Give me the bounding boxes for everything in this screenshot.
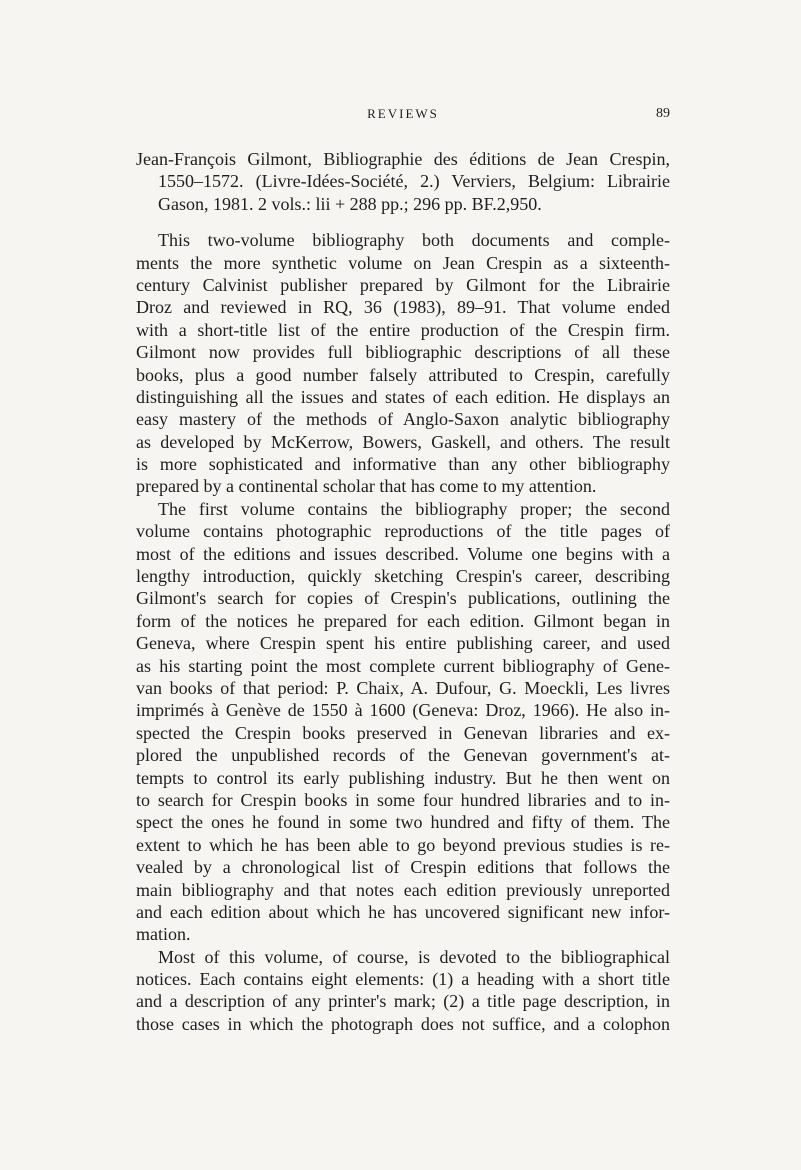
text-line: imprimés à Genève de 1550 à 1600 (Geneva: Droz, 1966). He also in- bbox=[136, 700, 670, 721]
running-head: REVIEWS bbox=[367, 106, 439, 121]
text-line: as developed by McKerrow, Bowers, Gaskell, and others. The result bbox=[136, 431, 670, 452]
text-line: easy mastery of the methods of Anglo-Saxon analytic bibliography bbox=[136, 409, 670, 430]
text-line: extent to which he has been able to go beyond previous studies is re- bbox=[136, 834, 670, 855]
text-line: as his starting point the most complete current bibliography of Gene- bbox=[136, 655, 670, 676]
text-line: Droz and reviewed in RQ, 36 (1983), 89–91. That volume ended bbox=[136, 297, 670, 318]
page-header bbox=[136, 106, 670, 126]
paragraph-2 bbox=[136, 498, 670, 946]
text-line: mation. bbox=[136, 924, 191, 945]
text-line: and each edition about which he has uncovered significant new infor- bbox=[136, 901, 670, 922]
text-line: tempts to control its early publishing industry. But he then went on bbox=[136, 767, 670, 788]
text-line: Gilmont now provides full bibliographic descriptions of all these bbox=[136, 342, 670, 363]
text-line: prepared by a continental scholar that has come to my attention. bbox=[136, 476, 597, 497]
paragraph-3 bbox=[136, 946, 670, 1036]
text-line: those cases in which the photograph does not suffice, and a colophon bbox=[136, 1013, 670, 1034]
citation bbox=[136, 148, 670, 215]
text-line: main bibliography and that notes each edition previously unreported bbox=[136, 879, 670, 900]
text-line: distinguishing all the issues and states of each edition. He displays an bbox=[136, 386, 670, 407]
text-line: books, plus a good number falsely attributed to Crespin, carefully bbox=[136, 364, 670, 385]
citation-line: 1550–1572. (Livre-Idées-Société, 2.) Verviers, Belgium: Librairie bbox=[158, 171, 670, 192]
text-line: van books of that period: P. Chaix, A. Dufour, G. Moeckli, Les livres bbox=[136, 677, 670, 698]
text-line: most of the editions and issues described. Volume one begins with a bbox=[136, 543, 670, 564]
text-line: to search for Crespin books in some four hundred libraries and to in- bbox=[136, 789, 670, 810]
text-line: century Calvinist publisher prepared by Gilmont for the Librairie bbox=[136, 274, 670, 295]
review-body bbox=[136, 148, 670, 1035]
text-line: spected the Crespin books preserved in Genevan libraries and ex- bbox=[136, 722, 670, 743]
page-number: 89 bbox=[656, 106, 670, 121]
text-line: and a description of any printer's mark; (2) a title page description, in bbox=[136, 991, 670, 1012]
text-line: volume contains photographic reproductions of the title pages of bbox=[136, 521, 670, 542]
text-line: plored the unpublished records of the Genevan government's at- bbox=[136, 745, 670, 766]
text-line: The first volume contains the bibliography proper; the second bbox=[158, 498, 670, 519]
text-line: with a short-title list of the entire production of the Crespin firm. bbox=[136, 319, 670, 340]
text-line: is more sophisticated and informative than any other bibliography bbox=[136, 454, 670, 475]
text-line: This two-volume bibliography both documents and comple- bbox=[158, 230, 670, 251]
text-line: lengthy introduction, quickly sketching Crespin's career, describing bbox=[136, 566, 670, 587]
text-line: spect the ones he found in some two hundred and fifty of them. The bbox=[136, 812, 670, 833]
text-line: Gilmont's search for copies of Crespin's publications, outlining the bbox=[136, 588, 670, 609]
paragraph-1 bbox=[136, 229, 670, 498]
text-line: Geneva, where Crespin spent his entire publishing career, and used bbox=[136, 633, 670, 654]
citation-line: Jean-François Gilmont, Bibliographie des éditions de Jean Crespin, bbox=[136, 149, 670, 169]
text-line: vealed by a chronological list of Crespin editions that follows the bbox=[136, 857, 670, 878]
text-line: form of the notices he prepared for each edition. Gilmont began in bbox=[136, 610, 670, 631]
text-line: ments the more synthetic volume on Jean Crespin as a sixteenth- bbox=[136, 252, 670, 273]
text-line: Most of this volume, of course, is devoted to the bibliographical bbox=[158, 946, 670, 967]
text-line: notices. Each contains eight elements: (1) a heading with a short title bbox=[136, 969, 670, 990]
citation-line: Gason, 1981. 2 vols.: lii + 288 pp.; 296 pp. BF.2,950. bbox=[158, 193, 542, 214]
